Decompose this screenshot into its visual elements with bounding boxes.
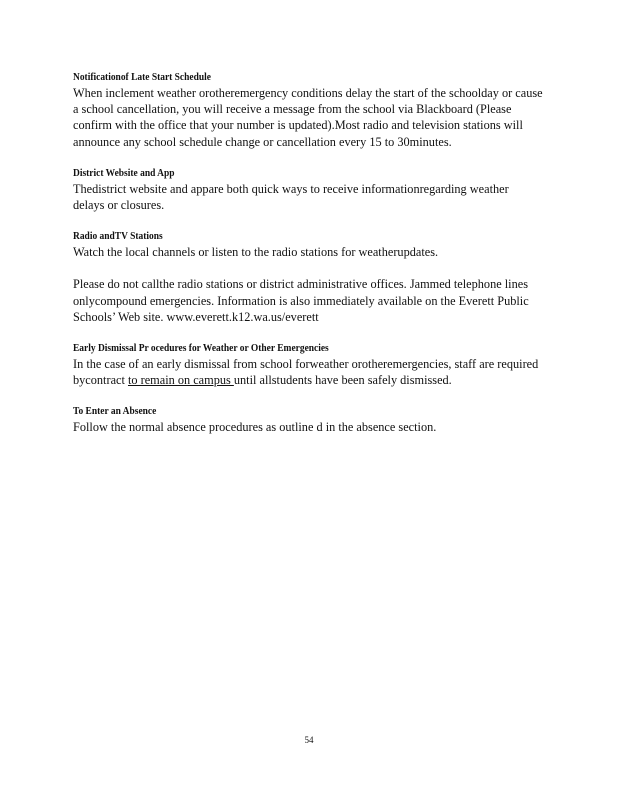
section-heading: To Enter an Absence bbox=[73, 405, 157, 418]
section-body: Thedistrict website and appare both quick ways to receive informationregarding weather delays or closures. bbox=[73, 181, 509, 213]
section-late-start bbox=[73, 70, 543, 150]
page-number: 54 bbox=[304, 735, 314, 745]
section-early-dismissal bbox=[73, 341, 543, 388]
body-text-part: In the case of an early dismissal from school forweather orotheremergencies, staff are required bycontract bbox=[73, 357, 539, 388]
section-heading: Notificationof Late Start Schedule bbox=[73, 71, 211, 83]
section-body bbox=[73, 356, 543, 388]
section-heading: Early Dismissal Pr ocedures for Weather or Other Emergencies bbox=[73, 342, 329, 355]
section-body: Watch the local channels or listen to the radio stations for weatherupdates. bbox=[73, 245, 439, 260]
section-radio-tv bbox=[73, 229, 543, 260]
section-district-website bbox=[73, 166, 543, 213]
underlined-text: to remain on campus bbox=[127, 373, 234, 388]
section-enter-absence bbox=[73, 404, 543, 435]
section-body: Follow the normal absence procedures as outline d in the absence section. bbox=[73, 420, 437, 435]
section-do-not-call bbox=[73, 276, 543, 325]
body-text-part: until allstudents have been safely dismissed. bbox=[233, 373, 452, 388]
section-body: Please do not callthe radio stations or district administrative offices. Jammed telephone lines onlycompound emergencies. Information is also immediately available on the Everett Public Schools’ Web site. www.everett.k12.wa.us/everett bbox=[73, 277, 529, 324]
section-body: When inclement weather orotheremergency conditions delay the start of the schoolday or cause a school cancellation, you will receive a message from the school via Blackboard (Please confirm with the office that your number is updated).Most radio and television stations will announce any school schedule change or cancellation every 15 to 30minutes. bbox=[73, 86, 543, 149]
section-heading: Radio andTV Stations bbox=[73, 230, 163, 243]
document-page-content bbox=[73, 70, 543, 452]
section-heading: District Website and App bbox=[73, 166, 175, 179]
